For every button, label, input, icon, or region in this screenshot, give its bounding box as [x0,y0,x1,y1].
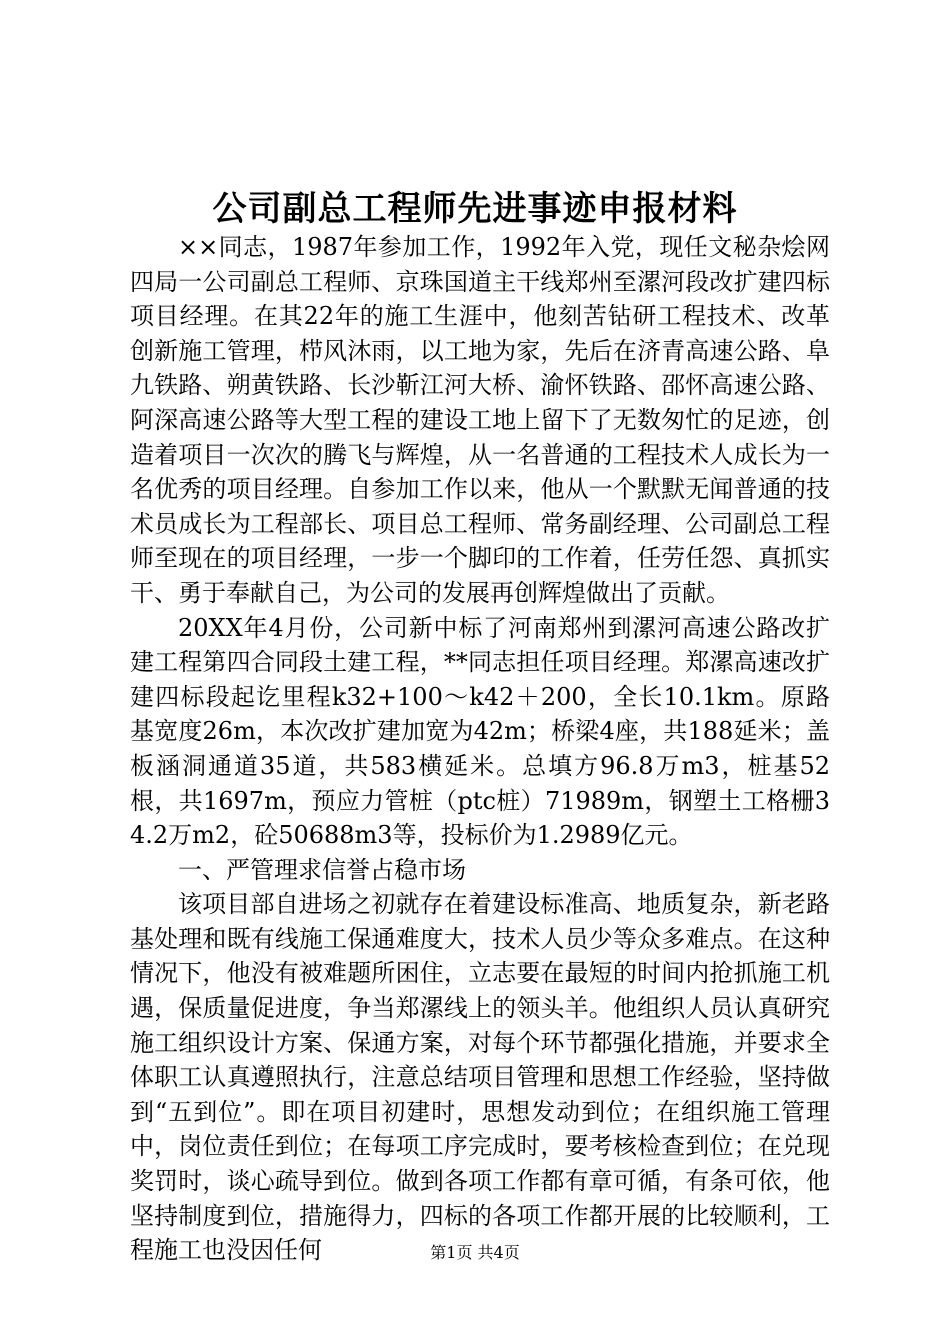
paragraph-intro: ××同志，1987年参加工作，1992年入党，现任文秘杂烩网四局一公司副总工程师、京珠国道主干线郑州至漯河段改扩建四标项目经理。在其22年的施工生涯中，他刻苦钻研工程技术、改革创新施工管理，栉风沐雨，以工地为家，先后在济青高速公路、阜九铁路、朔黄铁路、长沙靳江河大桥、渝怀铁路、邵怀高速公路、阿深高速公路等大型工程的建设工地上留下了无数匆忙的足迹，创造着项目一次次的腾飞与辉煌，从一名普通的工程技术人成长为一名优秀的项目经理。自参加工作以来，他从一个默默无闻普通的技术员成长为工程部长、项目总工程师、常务副经理、公司副总工程师至现在的项目经理，一步一个脚印的工作着，任劳任怨、真抓实干、勇于奉献自己，为公司的发展再创辉煌做出了贡献。 [130,233,830,607]
document-title: 公司副总工程师先进事迹申报材料 [212,189,738,229]
paragraph-project: 20XX年4月份，公司新中标了河南郑州到漯河高速公路改扩建工程第四合同段土建工程，**同志担任项目经理。郑漯高速改扩建四标段起讫里程k32+100～k42＋200，全长10.1km。原路基宽度26m，本次改扩建加宽为42m；桥梁4座，共188延米；盖板涵洞通道35道，共583横延米。总填方96.8万m3，桩基52根，共1697m，预应力管桩（ptc桩）71989m，钢塑土工格栅34.2万m2，砼50688m3等，投标价为1.2989亿元。 [130,613,830,850]
document-body [130,230,830,1268]
page-footer: 第1页 共4页 [430,1243,520,1262]
section-heading: 一、严管理求信誉占稳市场 [178,855,466,884]
paragraph-management: 该项目部自进场之初就存在着建设标准高、地质复杂，新老路基处理和既有线施工保通难度大，技术人员少等众多难点。在这种情况下，他没有被难题所困住，立志要在最短的时间内抢抓施工机遇，保质量促进度，争当郑漯线上的领头羊。他组织人员认真研究施工组织设计方案、保通方案，对每个环节都强化措施，并要求全体职工认真遵照执行，注意总结项目管理和思想工作经验，坚持做到“五到位”。即在项目初建时，思想发动到位；在组织施工管理中，岗位责任到位；在每项工序完成时，要考核检查到位；在兑现奖罚时，谈心疏导到位。做到各项工作都有章可循，有条可依，他坚持制度到位，措施得力，四标的各项工作都开展的比较顺利，工程施工也没因任何 [130,890,830,1265]
